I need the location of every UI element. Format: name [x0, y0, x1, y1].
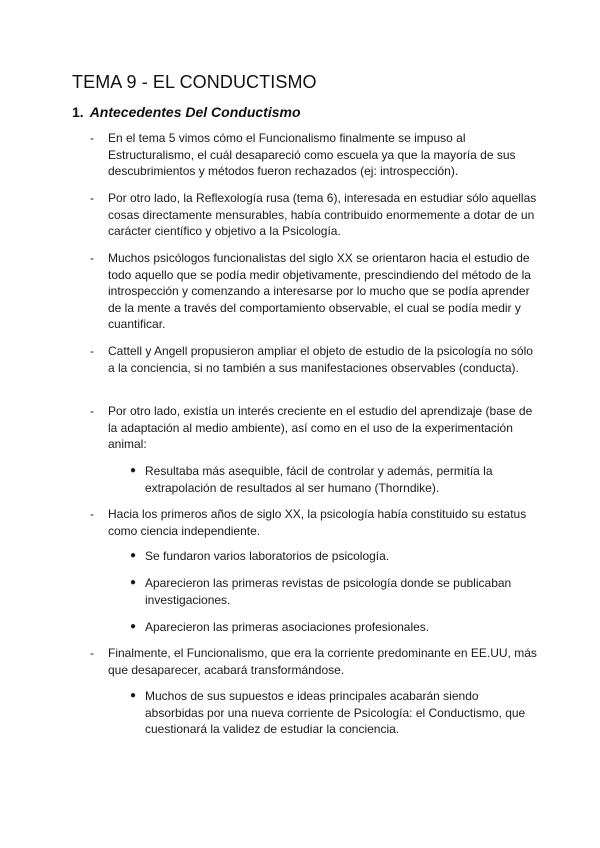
list-item: [90, 190, 540, 240]
sub-list-item-text: Resultaba más asequible, fácil de controlar y además, permitía la extrapolación de resultados al ser humano (Thorndike).: [145, 464, 493, 495]
section-heading: [72, 104, 301, 120]
bullet-marker: ●: [130, 690, 137, 701]
sub-list-item: [130, 548, 540, 565]
dash-marker: -: [90, 191, 94, 205]
list-item: [90, 343, 540, 376]
list-item-text: Por otro lado, la Reflexología rusa (tema 6), interesada en estudiar sólo aquellas cosas directamente mensurables, había contribuido enormemente a dotar de un carácter científico y objetivo a la Psicología.: [108, 191, 537, 238]
dash-marker: -: [90, 344, 94, 358]
list-item: [90, 130, 540, 180]
page-title: TEMA 9 - EL CONDUCTISMO: [72, 72, 317, 92]
bullet-marker: ●: [130, 621, 137, 632]
bullet-marker: ●: [130, 465, 137, 476]
sub-list-item-text: Aparecieron las primeras revistas de psicología donde se publicaban investigaciones.: [145, 576, 512, 607]
list-item-text: Finalmente, el Funcionalismo, que era la corriente predominante en EE.UU, más que desaparecer, acabará transformándose.: [108, 646, 537, 677]
section-title: Antecedentes Del Conductismo: [89, 104, 301, 120]
dash-marker: -: [90, 251, 94, 265]
list-item-text: Por otro lado, existía un interés creciente en el estudio del aprendizaje (base de la adaptación al medio ambiente), así como en el uso de la experimentación animal:: [108, 404, 533, 451]
sub-list-item: [130, 463, 540, 496]
section-number: 1.: [72, 104, 84, 120]
dash-marker: -: [90, 131, 94, 145]
sub-list-item-text: Se fundaron varios laboratorios de psicología.: [145, 549, 390, 563]
list-item: [90, 403, 540, 453]
bullet-marker: ●: [130, 550, 137, 561]
sub-list-item: [130, 688, 540, 738]
list-item-text: Cattell y Angell propusieron ampliar el objeto de estudio de la psicología no sólo a la conciencia, si no también a sus manifestaciones observables (conducta).: [108, 344, 533, 375]
list-item-text: Hacia los primeros años de siglo XX, la psicología había constituido su estatus como ciencia independiente.: [108, 507, 527, 538]
sub-list-item-text: Muchos de sus supuestos e ideas principales acabarán siendo absorbidas por una nueva corriente de Psicología: el Conductismo, que cuestionará la validez de estudiar la conciencia.: [145, 689, 526, 736]
list-item-text: Muchos psicólogos funcionalistas del siglo XX se orientaron hacia el estudio de todo aquello que se podía medir objetivamente, prescindiendo del método de la introspección y comenzando a interesarse por lo mucho que se podía aprender de la mente a través del comportamiento observable, el cual se podía medir y cuantificar.: [108, 251, 531, 331]
list-item: [90, 250, 540, 333]
dash-marker: -: [90, 646, 94, 660]
dash-marker: -: [90, 507, 94, 521]
list-item: [90, 506, 540, 539]
bullet-marker: ●: [130, 577, 137, 588]
sub-list-item: [130, 575, 540, 608]
sub-list-item-text: Aparecieron las primeras asociaciones profesionales.: [145, 620, 430, 634]
list-item-text: En el tema 5 vimos cómo el Funcionalismo finalmente se impuso al Estructuralismo, el cuál desapareció como escuela ya que la mayoría de sus descubrimientos y métodos fueron rechazados (ej: introspección).: [108, 131, 516, 178]
sub-list-item: [130, 619, 540, 636]
dash-marker: -: [90, 404, 94, 418]
list-item: [90, 645, 540, 678]
